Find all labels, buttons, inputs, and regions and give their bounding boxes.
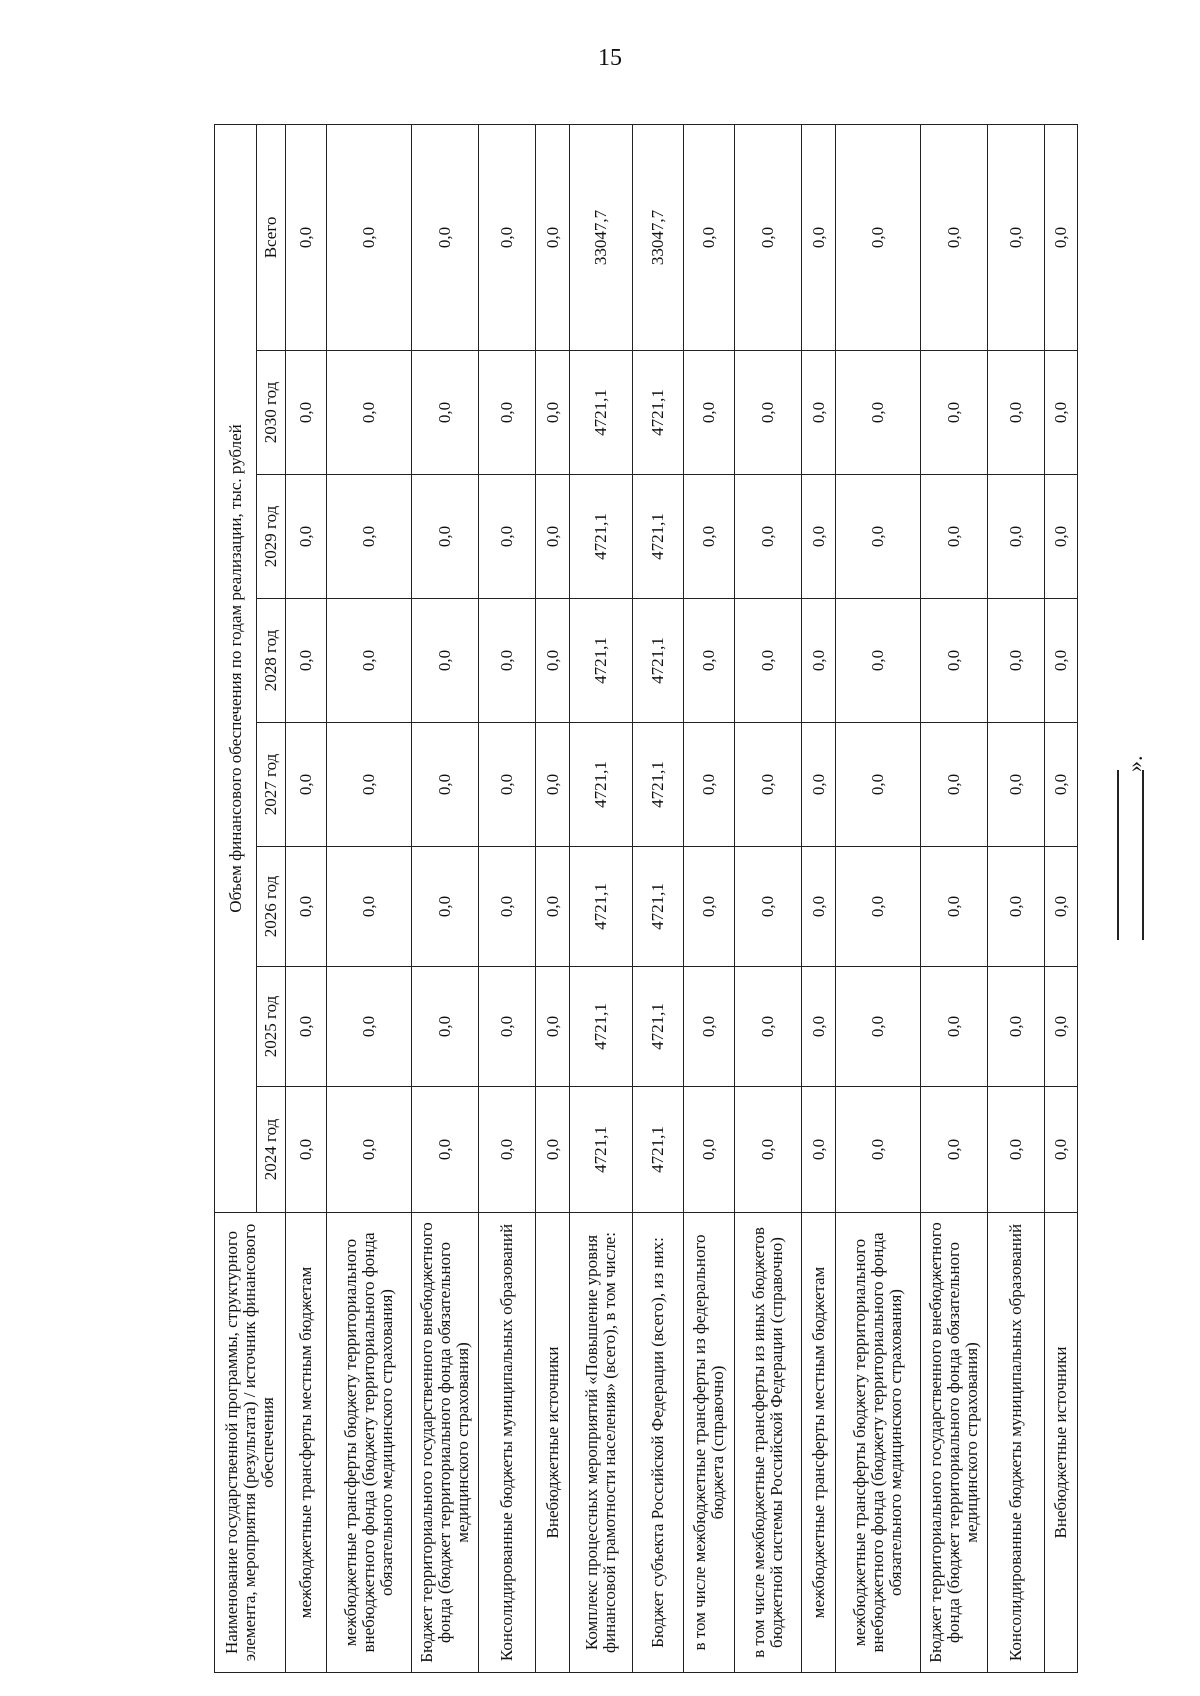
year-header: 2030 год	[257, 351, 286, 475]
row-value: 0,0	[734, 723, 802, 847]
row-total: 0,0	[734, 124, 802, 350]
row-value: 0,0	[734, 847, 802, 967]
row-value: 0,0	[836, 599, 920, 723]
row-value: 0,0	[479, 351, 536, 475]
row-total: 0,0	[479, 124, 536, 350]
row-value: 0,0	[411, 723, 479, 847]
row-value: 0,0	[479, 599, 536, 723]
table-row	[479, 124, 536, 1672]
row-value: 0,0	[920, 967, 988, 1087]
row-value: 0,0	[920, 1087, 988, 1213]
row-value: 4721,1	[633, 847, 684, 967]
year-header: 2026 год	[257, 847, 286, 967]
row-name: в том числе межбюджетные трансферты из иных бюджетов бюджетной системы Российской Федерации (справочно)	[734, 1213, 802, 1673]
row-name: Внебюджетные источники	[536, 1213, 570, 1673]
row-value: 0,0	[684, 1087, 735, 1213]
row-value: 0,0	[1045, 1087, 1078, 1213]
row-value: 0,0	[684, 967, 735, 1087]
row-value: 0,0	[1045, 599, 1078, 723]
row-value: 0,0	[920, 351, 988, 475]
volume-header: Объем финансового обеспечения по годам реализации, тыс. рублей	[215, 124, 257, 1212]
row-value: 0,0	[684, 475, 735, 599]
row-total: 33047,7	[570, 124, 633, 350]
row-value: 0,0	[802, 599, 836, 723]
row-value: 0,0	[286, 1087, 327, 1213]
row-value: 0,0	[536, 1087, 570, 1213]
row-value: 4721,1	[633, 475, 684, 599]
row-value: 0,0	[536, 847, 570, 967]
table-body	[286, 124, 1078, 1672]
row-value: 0,0	[327, 475, 411, 599]
row-value: 0,0	[734, 351, 802, 475]
row-value: 4721,1	[570, 723, 633, 847]
year-header: 2028 год	[257, 599, 286, 723]
row-value: 0,0	[286, 967, 327, 1087]
table-row	[327, 124, 411, 1672]
row-value: 0,0	[536, 967, 570, 1087]
row-value: 0,0	[479, 723, 536, 847]
row-value: 4721,1	[570, 847, 633, 967]
row-value: 0,0	[286, 847, 327, 967]
row-value: 4721,1	[570, 967, 633, 1087]
closing-mark: ».	[1122, 755, 1147, 772]
row-value: 0,0	[327, 351, 411, 475]
row-value: 0,0	[536, 723, 570, 847]
row-total: 0,0	[536, 124, 570, 350]
row-value: 0,0	[734, 967, 802, 1087]
row-total: 0,0	[286, 124, 327, 350]
row-total: 0,0	[1045, 124, 1078, 350]
row-value: 4721,1	[633, 1087, 684, 1213]
row-value: 0,0	[1045, 351, 1078, 475]
row-value: 0,0	[1045, 847, 1078, 967]
financing-table	[214, 124, 1078, 1673]
row-value: 4721,1	[570, 599, 633, 723]
row-value: 4721,1	[570, 1087, 633, 1213]
row-value: 0,0	[988, 599, 1045, 723]
row-value: 0,0	[734, 1087, 802, 1213]
row-name: Внебюджетные источники	[1045, 1213, 1078, 1673]
row-total: 0,0	[920, 124, 988, 350]
row-value: 0,0	[802, 723, 836, 847]
row-total: 33047,7	[633, 124, 684, 350]
row-value: 0,0	[411, 967, 479, 1087]
row-value: 0,0	[411, 847, 479, 967]
row-value: 4721,1	[570, 475, 633, 599]
row-total: 0,0	[327, 124, 411, 350]
row-value: 0,0	[327, 1087, 411, 1213]
row-value: 0,0	[802, 967, 836, 1087]
year-header: 2027 год	[257, 723, 286, 847]
table-row	[684, 124, 735, 1672]
closing-rule	[1142, 770, 1144, 940]
row-value: 0,0	[988, 967, 1045, 1087]
row-value: 0,0	[536, 351, 570, 475]
header-row	[215, 124, 257, 1672]
row-name: межбюджетные трансферты местным бюджетам	[286, 1213, 327, 1673]
row-value: 0,0	[411, 351, 479, 475]
row-value: 0,0	[286, 475, 327, 599]
row-value: 0,0	[286, 723, 327, 847]
row-name: Бюджет территориального государственного внебюджетного фонда (бюджет территориального фонда обязательного медицинского страхования)	[920, 1213, 988, 1673]
row-value: 0,0	[411, 475, 479, 599]
name-header: Наименование государственной программы, структурного элемента, мероприятия (результата) / источник финансового обеспечения	[215, 1213, 286, 1673]
row-value: 0,0	[1045, 967, 1078, 1087]
row-total: 0,0	[988, 124, 1045, 350]
row-value: 0,0	[286, 599, 327, 723]
row-value: 4721,1	[633, 723, 684, 847]
row-value: 0,0	[327, 847, 411, 967]
total-header: Всего	[257, 124, 286, 350]
table-row	[988, 124, 1045, 1672]
row-value: 0,0	[920, 723, 988, 847]
closing-rule	[1117, 770, 1119, 940]
row-value: 0,0	[479, 475, 536, 599]
row-name: межбюджетные трансферты местным бюджетам	[802, 1213, 836, 1673]
row-value: 0,0	[988, 351, 1045, 475]
row-total: 0,0	[684, 124, 735, 350]
row-name: межбюджетные трансферты бюджету территориального внебюджетного фонда (бюджету территориального фонда обязательного медицинского страхования)	[327, 1213, 411, 1673]
row-name: в том числе межбюджетные трансферты из федерального бюджета (справочно)	[684, 1213, 735, 1673]
row-value: 0,0	[684, 351, 735, 475]
row-name: Консолидированные бюджеты муниципальных образований	[479, 1213, 536, 1673]
row-value: 0,0	[836, 723, 920, 847]
row-value: 0,0	[327, 967, 411, 1087]
year-header: 2025 год	[257, 967, 286, 1087]
row-value: 0,0	[327, 599, 411, 723]
row-value: 0,0	[411, 599, 479, 723]
row-value: 0,0	[734, 475, 802, 599]
row-total: 0,0	[836, 124, 920, 350]
table-row	[536, 124, 570, 1672]
row-value: 4721,1	[633, 967, 684, 1087]
table-row	[570, 124, 633, 1672]
row-total: 0,0	[802, 124, 836, 350]
table-row	[802, 124, 836, 1672]
row-value: 0,0	[836, 967, 920, 1087]
row-total: 0,0	[411, 124, 479, 350]
year-header: 2029 год	[257, 475, 286, 599]
row-value: 4721,1	[570, 351, 633, 475]
rotated-table-container	[214, 125, 1078, 1673]
row-value: 0,0	[684, 723, 735, 847]
row-value: 0,0	[734, 599, 802, 723]
row-value: 0,0	[479, 967, 536, 1087]
row-value: 0,0	[802, 475, 836, 599]
row-value: 0,0	[988, 723, 1045, 847]
row-value: 0,0	[836, 847, 920, 967]
row-value: 0,0	[327, 723, 411, 847]
row-value: 0,0	[836, 1087, 920, 1213]
row-name: межбюджетные трансферты бюджету территориального внебюджетного фонда (бюджету территориального фонда обязательного медицинского страхования)	[836, 1213, 920, 1673]
page-number: 15	[598, 45, 622, 71]
table-row	[734, 124, 802, 1672]
row-value: 0,0	[479, 847, 536, 967]
row-value: 0,0	[920, 599, 988, 723]
table-row	[836, 124, 920, 1672]
row-value: 0,0	[536, 599, 570, 723]
row-value: 0,0	[802, 1087, 836, 1213]
table-row	[286, 124, 327, 1672]
row-value: 0,0	[920, 475, 988, 599]
row-name: Консолидированные бюджеты муниципальных образований	[988, 1213, 1045, 1673]
row-name: Комплекс процессных мероприятий «Повышение уровня финансовой грамотности населения» (всего), в том числе:	[570, 1213, 633, 1673]
row-value: 4721,1	[633, 351, 684, 475]
row-value: 0,0	[836, 475, 920, 599]
row-value: 0,0	[479, 1087, 536, 1213]
row-name: Бюджет территориального государственного внебюджетного фонда (бюджет территориального фонда обязательного медицинского страхования)	[411, 1213, 479, 1673]
row-value: 0,0	[802, 351, 836, 475]
row-value: 0,0	[411, 1087, 479, 1213]
row-value: 0,0	[1045, 475, 1078, 599]
row-value: 4721,1	[633, 599, 684, 723]
table-row	[411, 124, 479, 1672]
row-value: 0,0	[988, 847, 1045, 967]
row-value: 0,0	[536, 475, 570, 599]
row-value: 0,0	[836, 351, 920, 475]
table-row	[1045, 124, 1078, 1672]
year-header: 2024 год	[257, 1087, 286, 1213]
row-value: 0,0	[286, 351, 327, 475]
row-value: 0,0	[920, 847, 988, 967]
row-value: 0,0	[988, 475, 1045, 599]
row-name: Бюджет субъекта Российской Федерации (всего), из них:	[633, 1213, 684, 1673]
table-row	[920, 124, 988, 1672]
row-value: 0,0	[988, 1087, 1045, 1213]
row-value: 0,0	[1045, 723, 1078, 847]
table-row	[633, 124, 684, 1672]
row-value: 0,0	[684, 847, 735, 967]
row-value: 0,0	[684, 599, 735, 723]
row-value: 0,0	[802, 847, 836, 967]
